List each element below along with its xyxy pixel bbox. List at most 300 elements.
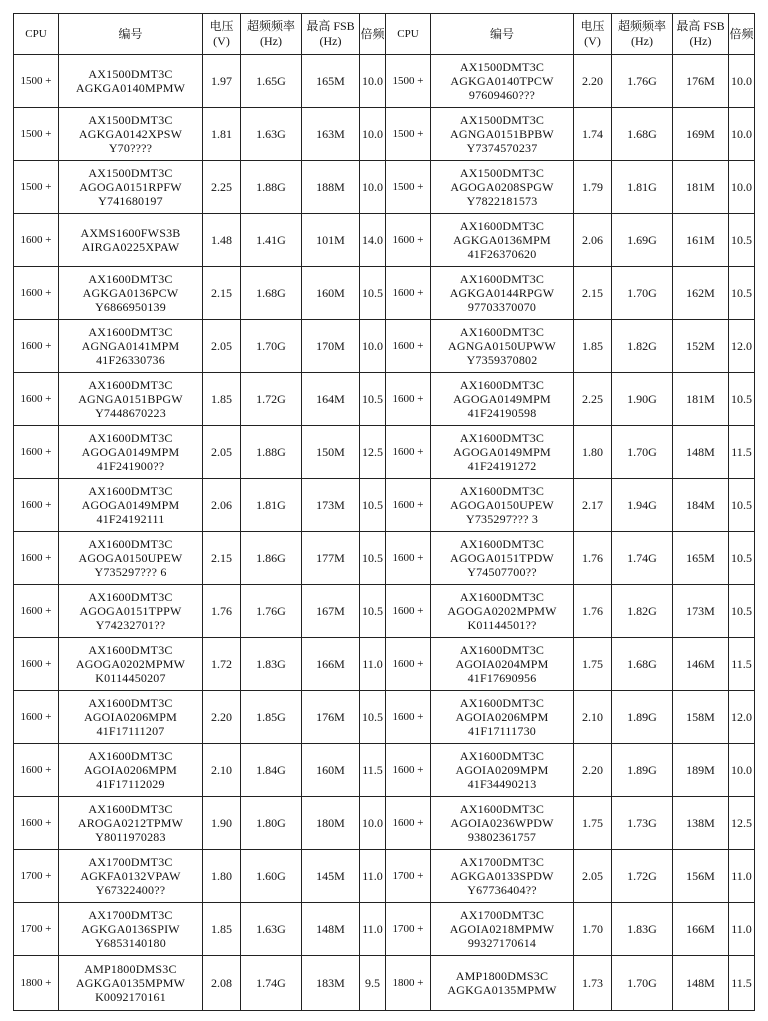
code-line: AGOIA0206MPM	[83, 763, 178, 777]
code-line: K0092170161	[95, 990, 166, 1004]
cpu-overclock-table	[13, 13, 755, 1011]
cell-cpu: 1600 +	[14, 797, 59, 850]
cell-voltage: 2.06	[574, 214, 612, 267]
code-line: AGKFA0132VPAW	[80, 869, 181, 883]
cell-cpu: 1700 +	[14, 850, 59, 903]
cell-max-fsb: 176M	[302, 691, 360, 744]
cell-code	[431, 426, 574, 479]
cell-cpu: 1600 +	[386, 638, 431, 691]
table-row	[14, 956, 755, 1011]
cell-cpu: 1600 +	[386, 267, 431, 320]
cell-overclock-frequency: 1.76G	[241, 585, 302, 638]
cell-cpu: 1600 +	[386, 585, 431, 638]
code-line: AGKGA0136PCW	[82, 286, 179, 300]
cell-cpu: 1800 +	[14, 956, 59, 1011]
code-line: AGKGA0135MPMW	[447, 983, 557, 997]
cell-multiplier: 11.0	[360, 638, 386, 691]
cell-overclock-frequency: 1.63G	[241, 108, 302, 161]
cell-max-fsb: 189M	[673, 744, 729, 797]
cell-cpu: 1600 +	[14, 214, 59, 267]
cell-code	[431, 797, 574, 850]
cell-multiplier: 9.5	[360, 956, 386, 1011]
header-multiplier: 倍频	[360, 14, 386, 55]
cell-code	[59, 373, 203, 426]
cell-overclock-frequency: 1.82G	[612, 585, 673, 638]
cell-cpu: 1600 +	[386, 320, 431, 373]
cell-cpu: 1500 +	[14, 55, 59, 108]
cell-cpu: 1600 +	[386, 426, 431, 479]
cell-max-fsb: 183M	[302, 956, 360, 1011]
header-cpu: CPU	[14, 14, 59, 55]
cell-max-fsb: 176M	[673, 55, 729, 108]
cell-max-fsb: 138M	[673, 797, 729, 850]
code-line: AGOIA0206MPM	[455, 710, 549, 724]
cell-multiplier: 12.0	[729, 320, 755, 373]
code-line: Y6866950139	[95, 300, 166, 314]
code-line: 41F241900??	[96, 459, 165, 473]
cell-voltage: 1.76	[574, 585, 612, 638]
cell-multiplier: 12.0	[729, 691, 755, 744]
header-multiplier: 倍频	[729, 14, 755, 55]
cell-code	[431, 373, 574, 426]
cell-multiplier: 10.5	[729, 214, 755, 267]
cell-voltage: 2.05	[203, 426, 241, 479]
code-line: AX1700DMT3C	[88, 908, 173, 922]
code-line: AX1600DMT3C	[88, 802, 173, 816]
cell-overclock-frequency: 1.74G	[241, 956, 302, 1011]
cell-code	[59, 267, 203, 320]
code-line: AX1600DMT3C	[459, 484, 545, 498]
code-line: 41F24191272	[467, 459, 537, 473]
cell-voltage: 1.79	[574, 161, 612, 214]
cell-cpu: 1600 +	[386, 691, 431, 744]
cell-overclock-frequency: 1.88G	[241, 426, 302, 479]
table-row	[14, 267, 755, 320]
code-line: AIRGA0225XPAW	[81, 240, 180, 254]
cell-overclock-frequency: 1.60G	[241, 850, 302, 903]
cell-code	[59, 903, 203, 956]
code-line: Y67736404??	[467, 883, 537, 897]
cell-multiplier: 10.5	[360, 585, 386, 638]
cell-max-fsb: 101M	[302, 214, 360, 267]
cell-voltage: 2.08	[203, 956, 241, 1011]
cell-multiplier: 10.5	[360, 532, 386, 585]
cell-voltage: 1.80	[574, 426, 612, 479]
cell-multiplier: 11.5	[729, 638, 755, 691]
code-line: AGOGA0149MPM	[453, 392, 551, 406]
cell-voltage: 2.10	[203, 744, 241, 797]
cell-voltage: 1.75	[574, 797, 612, 850]
code-line: AX1600DMT3C	[459, 590, 545, 604]
cell-voltage: 1.90	[203, 797, 241, 850]
cell-multiplier: 14.0	[360, 214, 386, 267]
header-max-fsb: 最高 FSB (Hz)	[673, 14, 729, 55]
code-line: Y70????	[108, 141, 153, 155]
cell-code	[59, 426, 203, 479]
code-line: AGOGA0149MPM	[81, 498, 180, 512]
code-line: AGOIA0206MPM	[83, 710, 178, 724]
cell-max-fsb: 166M	[673, 903, 729, 956]
cell-voltage: 1.48	[203, 214, 241, 267]
cell-multiplier: 10.5	[360, 373, 386, 426]
table-row	[14, 691, 755, 744]
code-line: AGOIA0218MPMW	[449, 922, 555, 936]
code-line: AX1600DMT3C	[88, 378, 173, 392]
table-row	[14, 638, 755, 691]
code-line: Y74507700??	[467, 565, 537, 579]
code-line: AMP1800DMS3C	[84, 962, 177, 976]
cell-overclock-frequency: 1.70G	[612, 956, 673, 1011]
code-line: AGKGA0136MPM	[453, 233, 551, 247]
cell-max-fsb: 160M	[302, 744, 360, 797]
code-line: AX1600DMT3C	[459, 325, 545, 339]
code-line: Y8011970283	[95, 830, 166, 844]
cell-multiplier: 10.5	[729, 585, 755, 638]
cell-overclock-frequency: 1.85G	[241, 691, 302, 744]
cell-max-fsb: 177M	[302, 532, 360, 585]
cell-multiplier: 10.0	[729, 55, 755, 108]
cell-multiplier: 10.5	[729, 532, 755, 585]
code-line: AROGA0212TPMW	[77, 816, 184, 830]
cell-overclock-frequency: 1.63G	[241, 903, 302, 956]
cell-overclock-frequency: 1.65G	[241, 55, 302, 108]
header-overclock-frequency: 超频频率 (Hz)	[241, 14, 302, 55]
cell-multiplier: 10.0	[360, 108, 386, 161]
cell-code	[59, 320, 203, 373]
cell-overclock-frequency: 1.68G	[612, 638, 673, 691]
cell-overclock-frequency: 1.81G	[612, 161, 673, 214]
table-row	[14, 55, 755, 108]
code-line: AGOGA0150UPEW	[78, 551, 183, 565]
header-row	[14, 14, 755, 55]
cell-overclock-frequency: 1.72G	[612, 850, 673, 903]
cell-code	[431, 532, 574, 585]
cell-code	[59, 108, 203, 161]
code-line: AX1500DMT3C	[459, 166, 545, 180]
table-row	[14, 903, 755, 956]
cell-overclock-frequency: 1.76G	[612, 55, 673, 108]
cell-code	[431, 638, 574, 691]
cell-cpu: 1600 +	[386, 532, 431, 585]
table-row	[14, 161, 755, 214]
cell-voltage: 2.20	[574, 55, 612, 108]
cell-max-fsb: 169M	[673, 108, 729, 161]
cell-code	[59, 532, 203, 585]
cell-code	[431, 267, 574, 320]
cell-code	[431, 903, 574, 956]
cell-voltage: 2.06	[203, 479, 241, 532]
cell-overclock-frequency: 1.90G	[612, 373, 673, 426]
cell-overclock-frequency: 1.94G	[612, 479, 673, 532]
cell-code	[431, 691, 574, 744]
cell-cpu: 1700 +	[14, 903, 59, 956]
cell-voltage: 2.15	[574, 267, 612, 320]
cell-cpu: 1600 +	[14, 691, 59, 744]
code-line: AX1600DMT3C	[459, 696, 545, 710]
cell-overclock-frequency: 1.81G	[241, 479, 302, 532]
code-line: 41F34490213	[467, 777, 537, 791]
cell-max-fsb: 162M	[673, 267, 729, 320]
code-line: AX1500DMT3C	[88, 166, 173, 180]
cell-voltage: 1.97	[203, 55, 241, 108]
cell-voltage: 1.73	[574, 956, 612, 1011]
code-line: 41F17111730	[468, 724, 536, 738]
cell-cpu: 1700 +	[386, 903, 431, 956]
cell-cpu: 1600 +	[14, 320, 59, 373]
cell-overclock-frequency: 1.84G	[241, 744, 302, 797]
cell-max-fsb: 148M	[302, 903, 360, 956]
code-line: AGNGA0150UPWW	[448, 339, 556, 353]
cell-overclock-frequency: 1.80G	[241, 797, 302, 850]
code-line: AGOIA0209MPM	[455, 763, 549, 777]
code-line: AX1600DMT3C	[459, 802, 545, 816]
code-line: AGOGA0202MPMW	[75, 657, 186, 671]
code-line: 41F17690956	[467, 671, 537, 685]
cell-multiplier: 11.5	[729, 956, 755, 1011]
cell-voltage: 1.75	[574, 638, 612, 691]
cell-multiplier: 12.5	[360, 426, 386, 479]
cell-code	[431, 585, 574, 638]
table-row	[14, 585, 755, 638]
code-line: AGKGA0144RPGW	[449, 286, 555, 300]
cell-code	[59, 585, 203, 638]
cell-code	[59, 161, 203, 214]
cell-voltage: 2.17	[574, 479, 612, 532]
code-line: Y735297??? 6	[94, 565, 167, 579]
header-max-fsb: 最高 FSB (Hz)	[302, 14, 360, 55]
cell-multiplier: 10.0	[360, 161, 386, 214]
code-line: Y7822181573	[466, 194, 538, 208]
cell-max-fsb: 165M	[673, 532, 729, 585]
table-row	[14, 214, 755, 267]
cell-code	[431, 956, 574, 1011]
code-line: AX1600DMT3C	[88, 696, 173, 710]
cell-multiplier: 10.0	[360, 797, 386, 850]
cell-code	[431, 479, 574, 532]
cell-cpu: 1600 +	[14, 373, 59, 426]
cell-voltage: 2.05	[203, 320, 241, 373]
cell-cpu: 1600 +	[14, 479, 59, 532]
code-line: AX1600DMT3C	[88, 749, 173, 763]
code-line: AX1600DMT3C	[88, 325, 173, 339]
table-row	[14, 479, 755, 532]
cell-max-fsb: 181M	[673, 161, 729, 214]
cell-overclock-frequency: 1.70G	[612, 267, 673, 320]
cell-multiplier: 11.5	[729, 426, 755, 479]
code-line: AX1600DMT3C	[459, 749, 545, 763]
code-line: 41F17112029	[96, 777, 165, 791]
cell-cpu: 1600 +	[386, 479, 431, 532]
cell-code	[431, 744, 574, 797]
code-line: AGNGA0141MPM	[81, 339, 180, 353]
code-line: AX1600DMT3C	[459, 219, 545, 233]
cell-code	[431, 320, 574, 373]
cell-max-fsb: 156M	[673, 850, 729, 903]
cell-max-fsb: 170M	[302, 320, 360, 373]
code-line: AX1600DMT3C	[88, 537, 173, 551]
code-line: AGKGA0140MPMW	[75, 81, 186, 95]
cell-multiplier: 10.5	[729, 267, 755, 320]
cell-voltage: 1.81	[203, 108, 241, 161]
cell-max-fsb: 161M	[673, 214, 729, 267]
cell-overclock-frequency: 1.70G	[612, 426, 673, 479]
cell-multiplier: 11.0	[360, 850, 386, 903]
cell-cpu: 1500 +	[386, 108, 431, 161]
table-row	[14, 797, 755, 850]
cell-multiplier: 10.0	[729, 108, 755, 161]
code-line: Y7359370802	[466, 353, 538, 367]
cell-voltage: 2.20	[203, 691, 241, 744]
cell-code	[59, 744, 203, 797]
cell-multiplier: 10.0	[729, 161, 755, 214]
cell-voltage: 2.25	[574, 373, 612, 426]
cell-max-fsb: 152M	[673, 320, 729, 373]
code-line: AGNGA0151BPBW	[450, 127, 554, 141]
code-line: 41F24192111	[96, 512, 165, 526]
code-line: AGOIA0236WPDW	[450, 816, 554, 830]
code-line: Y67322400??	[95, 883, 166, 897]
code-line: AX1500DMT3C	[88, 113, 173, 127]
code-line: 97609460???	[468, 88, 536, 102]
code-line: AGOGA0149MPM	[81, 445, 180, 459]
cell-max-fsb: 158M	[673, 691, 729, 744]
table-row	[14, 426, 755, 479]
cell-code	[59, 850, 203, 903]
code-line: 41F24190598	[467, 406, 537, 420]
cell-multiplier: 10.5	[729, 479, 755, 532]
code-line: AX1700DMT3C	[88, 855, 173, 869]
cell-cpu: 1600 +	[386, 214, 431, 267]
cell-overclock-frequency: 1.74G	[612, 532, 673, 585]
cell-max-fsb: 165M	[302, 55, 360, 108]
cell-overclock-frequency: 1.69G	[612, 214, 673, 267]
cell-code	[59, 956, 203, 1011]
cell-voltage: 2.15	[203, 532, 241, 585]
header-cpu: CPU	[386, 14, 431, 55]
cell-cpu: 1600 +	[386, 797, 431, 850]
code-line: 93802361757	[467, 830, 537, 844]
cell-max-fsb: 148M	[673, 426, 729, 479]
code-line: AGKGA0142XPSW	[78, 127, 183, 141]
cell-overclock-frequency: 1.73G	[612, 797, 673, 850]
code-line: AGOGA0202MPMW	[447, 604, 557, 618]
cell-max-fsb: 145M	[302, 850, 360, 903]
code-line: AGNGA0151BPGW	[78, 392, 183, 406]
code-line: 41F17111207	[96, 724, 165, 738]
cell-overclock-frequency: 1.83G	[241, 638, 302, 691]
header-overclock-frequency: 超频频率 (Hz)	[612, 14, 673, 55]
header-code: 编号	[59, 14, 203, 55]
cell-cpu: 1500 +	[386, 55, 431, 108]
cell-overclock-frequency: 1.70G	[241, 320, 302, 373]
cell-max-fsb: 181M	[673, 373, 729, 426]
code-line: AX1600DMT3C	[459, 431, 545, 445]
header-code: 编号	[431, 14, 574, 55]
code-line: AX1500DMT3C	[459, 113, 545, 127]
code-line: AX1600DMT3C	[88, 590, 173, 604]
cell-multiplier: 10.0	[360, 55, 386, 108]
cell-cpu: 1700 +	[386, 850, 431, 903]
cell-max-fsb: 163M	[302, 108, 360, 161]
cell-max-fsb: 164M	[302, 373, 360, 426]
code-line: AGKGA0136SPIW	[81, 922, 180, 936]
cell-overclock-frequency: 1.68G	[241, 267, 302, 320]
code-line: K01144501??	[467, 618, 537, 632]
code-line: AX1600DMT3C	[88, 643, 173, 657]
cell-max-fsb: 148M	[673, 956, 729, 1011]
cell-max-fsb: 173M	[302, 479, 360, 532]
cell-voltage: 2.20	[574, 744, 612, 797]
code-line: AGOIA0204MPM	[455, 657, 549, 671]
code-line: AX1700DMT3C	[459, 908, 545, 922]
cell-max-fsb: 166M	[302, 638, 360, 691]
cell-cpu: 1600 +	[14, 638, 59, 691]
cell-code	[59, 638, 203, 691]
cell-max-fsb: 160M	[302, 267, 360, 320]
cell-voltage: 1.85	[574, 320, 612, 373]
code-line: AGOGA0208SPGW	[450, 180, 554, 194]
cell-voltage: 2.15	[203, 267, 241, 320]
cell-cpu: 1600 +	[386, 744, 431, 797]
code-line: AX1600DMT3C	[88, 272, 173, 286]
cell-overclock-frequency: 1.72G	[241, 373, 302, 426]
cell-voltage: 1.85	[203, 903, 241, 956]
code-line: AGOGA0151TPDW	[450, 551, 554, 565]
cell-code	[59, 479, 203, 532]
code-line: AX1500DMT3C	[459, 60, 545, 74]
cell-code	[431, 108, 574, 161]
header-voltage: 电压 (V)	[574, 14, 612, 55]
cell-cpu: 1600 +	[14, 267, 59, 320]
cell-cpu: 1500 +	[14, 108, 59, 161]
cell-max-fsb: 188M	[302, 161, 360, 214]
cell-code	[431, 55, 574, 108]
cell-voltage: 1.70	[574, 903, 612, 956]
table-row	[14, 373, 755, 426]
cell-max-fsb: 180M	[302, 797, 360, 850]
cell-max-fsb: 173M	[673, 585, 729, 638]
code-line: AGKGA0135MPMW	[75, 976, 186, 990]
cell-overclock-frequency: 1.68G	[612, 108, 673, 161]
cell-code	[59, 214, 203, 267]
code-line: AX1600DMT3C	[459, 537, 545, 551]
cell-max-fsb: 150M	[302, 426, 360, 479]
code-line: Y7374570237	[466, 141, 538, 155]
table-row	[14, 532, 755, 585]
cell-overclock-frequency: 1.86G	[241, 532, 302, 585]
code-line: AGKGA0140TPCW	[450, 74, 554, 88]
cell-max-fsb: 146M	[673, 638, 729, 691]
table-row	[14, 850, 755, 903]
code-line: AGOGA0151RPFW	[79, 180, 182, 194]
cell-code	[59, 797, 203, 850]
cell-overclock-frequency: 1.89G	[612, 744, 673, 797]
cell-voltage: 2.10	[574, 691, 612, 744]
code-line: Y741680197	[98, 194, 163, 208]
cell-voltage: 1.76	[574, 532, 612, 585]
cell-voltage: 1.76	[203, 585, 241, 638]
code-line: 97703370070	[467, 300, 537, 314]
cell-code	[431, 214, 574, 267]
code-line: AX1600DMT3C	[459, 643, 545, 657]
cell-overclock-frequency: 1.41G	[241, 214, 302, 267]
cell-voltage: 2.05	[574, 850, 612, 903]
code-line: K0114450207	[95, 671, 166, 685]
cell-code	[59, 55, 203, 108]
table-row	[14, 320, 755, 373]
code-line: Y74232701??	[95, 618, 166, 632]
cell-max-fsb: 184M	[673, 479, 729, 532]
